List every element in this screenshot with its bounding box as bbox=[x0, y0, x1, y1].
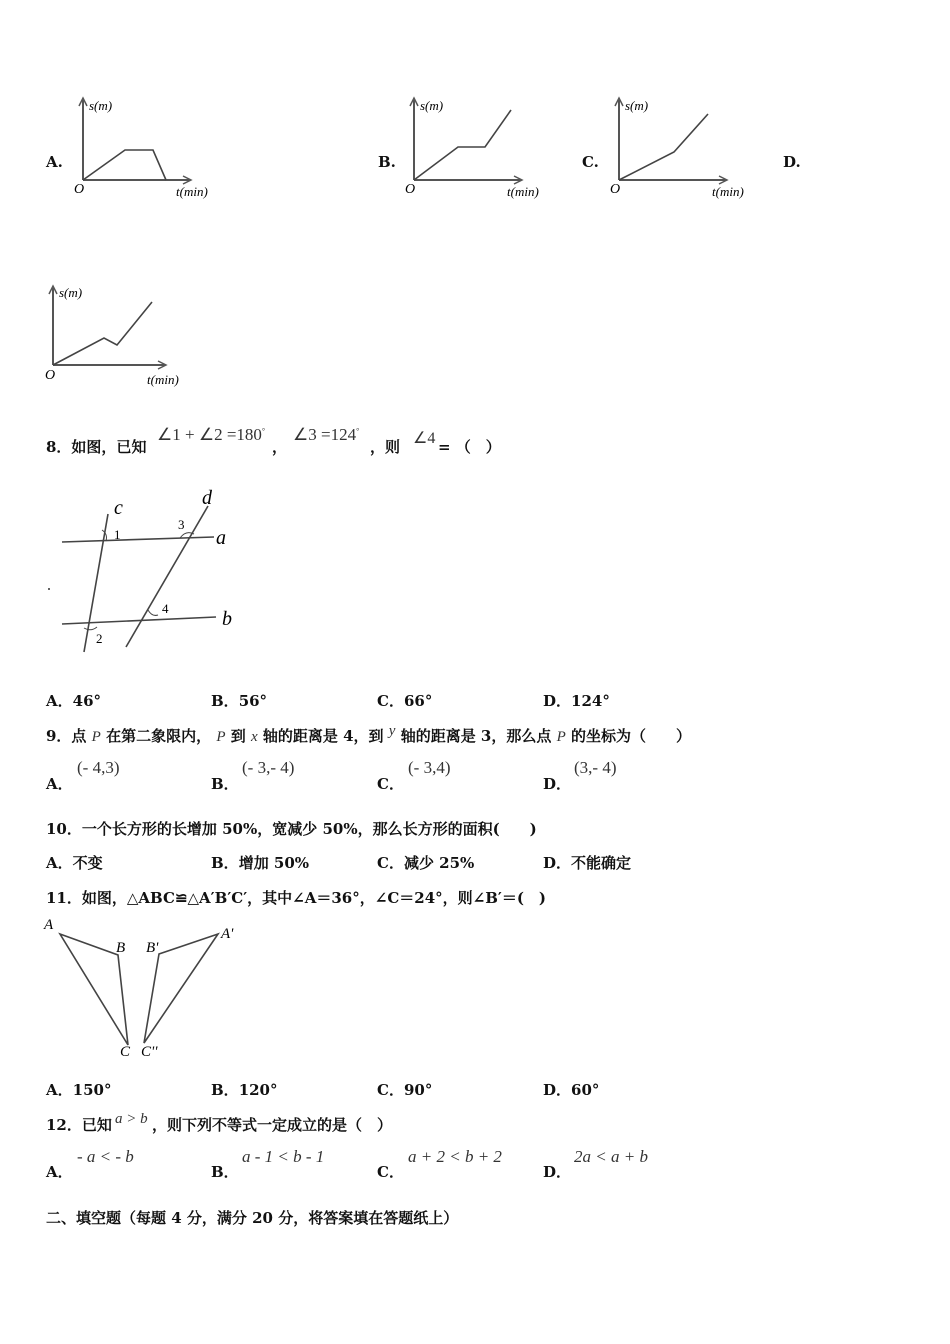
graph-line bbox=[414, 110, 511, 180]
y-label: s(m) bbox=[59, 285, 83, 300]
origin-label: O bbox=[74, 182, 85, 197]
option-text: 90° bbox=[403, 1081, 433, 1099]
q7-option-c-label[interactable]: C. bbox=[582, 153, 599, 171]
q9-option-d-text: (3,- 4) bbox=[574, 758, 617, 777]
q8-cond2-text: ∠3 =124 bbox=[293, 425, 357, 444]
q9-option-d-label[interactable]: D． bbox=[543, 775, 572, 793]
q9-p1: P bbox=[91, 729, 101, 745]
q12-option-b-text: a - 1 < b - 1 bbox=[242, 1147, 325, 1166]
label-B: B bbox=[116, 940, 126, 956]
q9-t6: 的坐标为（ ） bbox=[571, 727, 692, 745]
option-text: 120° bbox=[238, 1081, 278, 1099]
q9-t5: 轴的距离是 3，那么点 bbox=[400, 727, 552, 745]
option-label: D． bbox=[543, 854, 572, 872]
option-text: 不变 bbox=[72, 854, 103, 872]
q8-cond1-text: ∠1 + ∠2 =180 bbox=[157, 425, 262, 444]
line-a bbox=[62, 537, 214, 542]
option-label: B． bbox=[211, 1081, 239, 1099]
label-B-prime: B' bbox=[146, 940, 159, 956]
q10-option-a[interactable] bbox=[46, 852, 103, 873]
label-4: 4 bbox=[162, 601, 169, 616]
label-2: 2 bbox=[96, 631, 103, 646]
option-text: 减少 25% bbox=[403, 854, 475, 872]
q8-option-d[interactable] bbox=[543, 690, 610, 711]
origin-label: O bbox=[405, 182, 416, 197]
q8-option-a[interactable] bbox=[46, 690, 101, 711]
q9-option-c-label[interactable]: C． bbox=[377, 775, 404, 793]
option-text: 56° bbox=[238, 692, 268, 710]
label-A: A bbox=[44, 917, 54, 933]
q8-prefix: 8．如图，已知 bbox=[46, 438, 147, 456]
origin-label: O bbox=[45, 368, 56, 383]
label-b: b bbox=[222, 608, 232, 630]
label-C: C bbox=[120, 1044, 131, 1060]
stray-mark bbox=[48, 588, 50, 590]
option-text: 增加 50% bbox=[238, 854, 310, 872]
q7-option-d-label[interactable]: D. bbox=[783, 153, 801, 171]
q7-graph-d bbox=[40, 280, 200, 392]
label-c: c bbox=[114, 497, 123, 519]
x-label: t(min) bbox=[147, 372, 179, 387]
section-2-heading: 二、填空题（每题 4 分，满分 20 分，将答案填在答题纸上） bbox=[46, 1209, 459, 1227]
line-d bbox=[126, 506, 208, 647]
option-text: 66° bbox=[403, 692, 433, 710]
q9-option-a-label[interactable]: A． bbox=[46, 775, 73, 793]
q10-option-d[interactable] bbox=[543, 852, 631, 873]
q12-suffix: ，则下列不等式一定成立的是（ ） bbox=[152, 1116, 393, 1134]
q7-option-a-label[interactable]: A. bbox=[46, 153, 63, 171]
q9-option-c-text: (- 3,4) bbox=[408, 758, 451, 777]
option-label: C． bbox=[377, 692, 404, 710]
q10-stem: 10．一个长方形的长增加 50%，宽减少 50%，那么长方形的面积( ) bbox=[46, 820, 537, 838]
option-label: A． bbox=[46, 1081, 73, 1099]
q8-option-b[interactable] bbox=[211, 690, 267, 711]
q9-stem bbox=[46, 725, 691, 746]
label-d: d bbox=[202, 487, 212, 509]
option-label: B． bbox=[211, 692, 239, 710]
q12-option-b-label[interactable]: B． bbox=[211, 1163, 239, 1181]
q12-option-a-text: - a < - b bbox=[77, 1147, 134, 1166]
option-text: 150° bbox=[72, 1081, 112, 1099]
graph-line bbox=[83, 150, 166, 180]
option-label: A． bbox=[46, 692, 73, 710]
option-label: D． bbox=[543, 1081, 572, 1099]
label-1: 1 bbox=[114, 527, 121, 542]
q12-option-c-label[interactable]: C． bbox=[377, 1163, 404, 1181]
q9-p3: P bbox=[556, 729, 566, 745]
q9-option-a-text: (- 4,3) bbox=[77, 758, 120, 777]
graph-line bbox=[619, 114, 708, 180]
option-label: C． bbox=[377, 1081, 404, 1099]
q7-graph-b bbox=[401, 92, 561, 204]
q8-sep: ， bbox=[272, 438, 288, 456]
option-label: D． bbox=[543, 692, 572, 710]
q7-option-b-label[interactable]: B. bbox=[378, 153, 396, 171]
origin-label: O bbox=[610, 182, 621, 197]
label-A-prime: A' bbox=[221, 926, 234, 942]
x-label: t(min) bbox=[712, 184, 744, 199]
q9-option-b-label[interactable]: B． bbox=[211, 775, 239, 793]
q8-suffix: = （ ） bbox=[438, 438, 501, 456]
q8-cond1: ∠1 + ∠2 =180° bbox=[157, 425, 266, 444]
label-3: 3 bbox=[178, 517, 185, 532]
q9-x: x bbox=[250, 729, 258, 745]
q10-option-b[interactable] bbox=[211, 852, 309, 873]
q11-option-b[interactable] bbox=[211, 1079, 278, 1100]
q12-option-a-label[interactable]: A． bbox=[46, 1163, 73, 1181]
q7-graph-c bbox=[606, 92, 766, 204]
y-label: s(m) bbox=[89, 98, 113, 113]
q12-prefix: 12．已知 bbox=[46, 1116, 112, 1134]
label-a: a bbox=[216, 527, 226, 549]
q9-t1: 9．点 bbox=[46, 727, 87, 745]
q9-y: y bbox=[388, 723, 396, 739]
line-b bbox=[62, 617, 216, 624]
x-label: t(min) bbox=[507, 184, 539, 199]
q8-target: ∠4 bbox=[413, 430, 436, 447]
option-text: 124° bbox=[571, 692, 610, 710]
q11-option-a[interactable] bbox=[46, 1079, 111, 1100]
q8-option-c[interactable] bbox=[377, 690, 432, 711]
q11-option-d[interactable] bbox=[543, 1079, 599, 1100]
option-label: C． bbox=[377, 854, 404, 872]
option-text: 60° bbox=[571, 1081, 600, 1099]
q9-p2: P bbox=[216, 729, 226, 745]
q8-cond2: ∠3 =124° bbox=[293, 425, 360, 444]
q9-t4: 轴的距离是 4，到 bbox=[262, 727, 384, 745]
y-label: s(m) bbox=[625, 98, 649, 113]
y-label: s(m) bbox=[420, 98, 444, 113]
q10-option-c[interactable] bbox=[377, 852, 474, 873]
option-label: B． bbox=[211, 854, 239, 872]
option-text: 46° bbox=[72, 692, 102, 710]
label-C-prime: C'' bbox=[141, 1044, 158, 1060]
q12-option-c-text: a + 2 < b + 2 bbox=[408, 1147, 502, 1166]
option-label: A． bbox=[46, 854, 73, 872]
q9-option-b-text: (- 3,- 4) bbox=[242, 758, 295, 777]
angle-2-arc bbox=[84, 627, 97, 630]
q11-option-c[interactable] bbox=[377, 1079, 432, 1100]
q12-cond: a > b bbox=[115, 1111, 148, 1127]
q11-stem: 11．如图，△ABC≌△A′B′C′，其中∠A＝36°，∠C＝24°，则∠B′＝( ) bbox=[46, 889, 547, 907]
x-label: t(min) bbox=[176, 184, 208, 199]
q7-graph-a bbox=[70, 92, 230, 204]
q11-figure bbox=[40, 912, 250, 1067]
q12-option-d-label[interactable]: D． bbox=[543, 1163, 572, 1181]
q12-option-d-text: 2a < a + b bbox=[574, 1147, 648, 1166]
option-text: 不能确定 bbox=[571, 854, 632, 872]
q9-t3: 到 bbox=[230, 727, 246, 745]
angle-4-arc bbox=[148, 610, 158, 615]
graph-line bbox=[53, 302, 152, 365]
q8-mid: ，则 bbox=[370, 438, 401, 456]
q8-figure bbox=[44, 484, 254, 664]
q9-t2: 在第二象限内， bbox=[106, 727, 212, 745]
